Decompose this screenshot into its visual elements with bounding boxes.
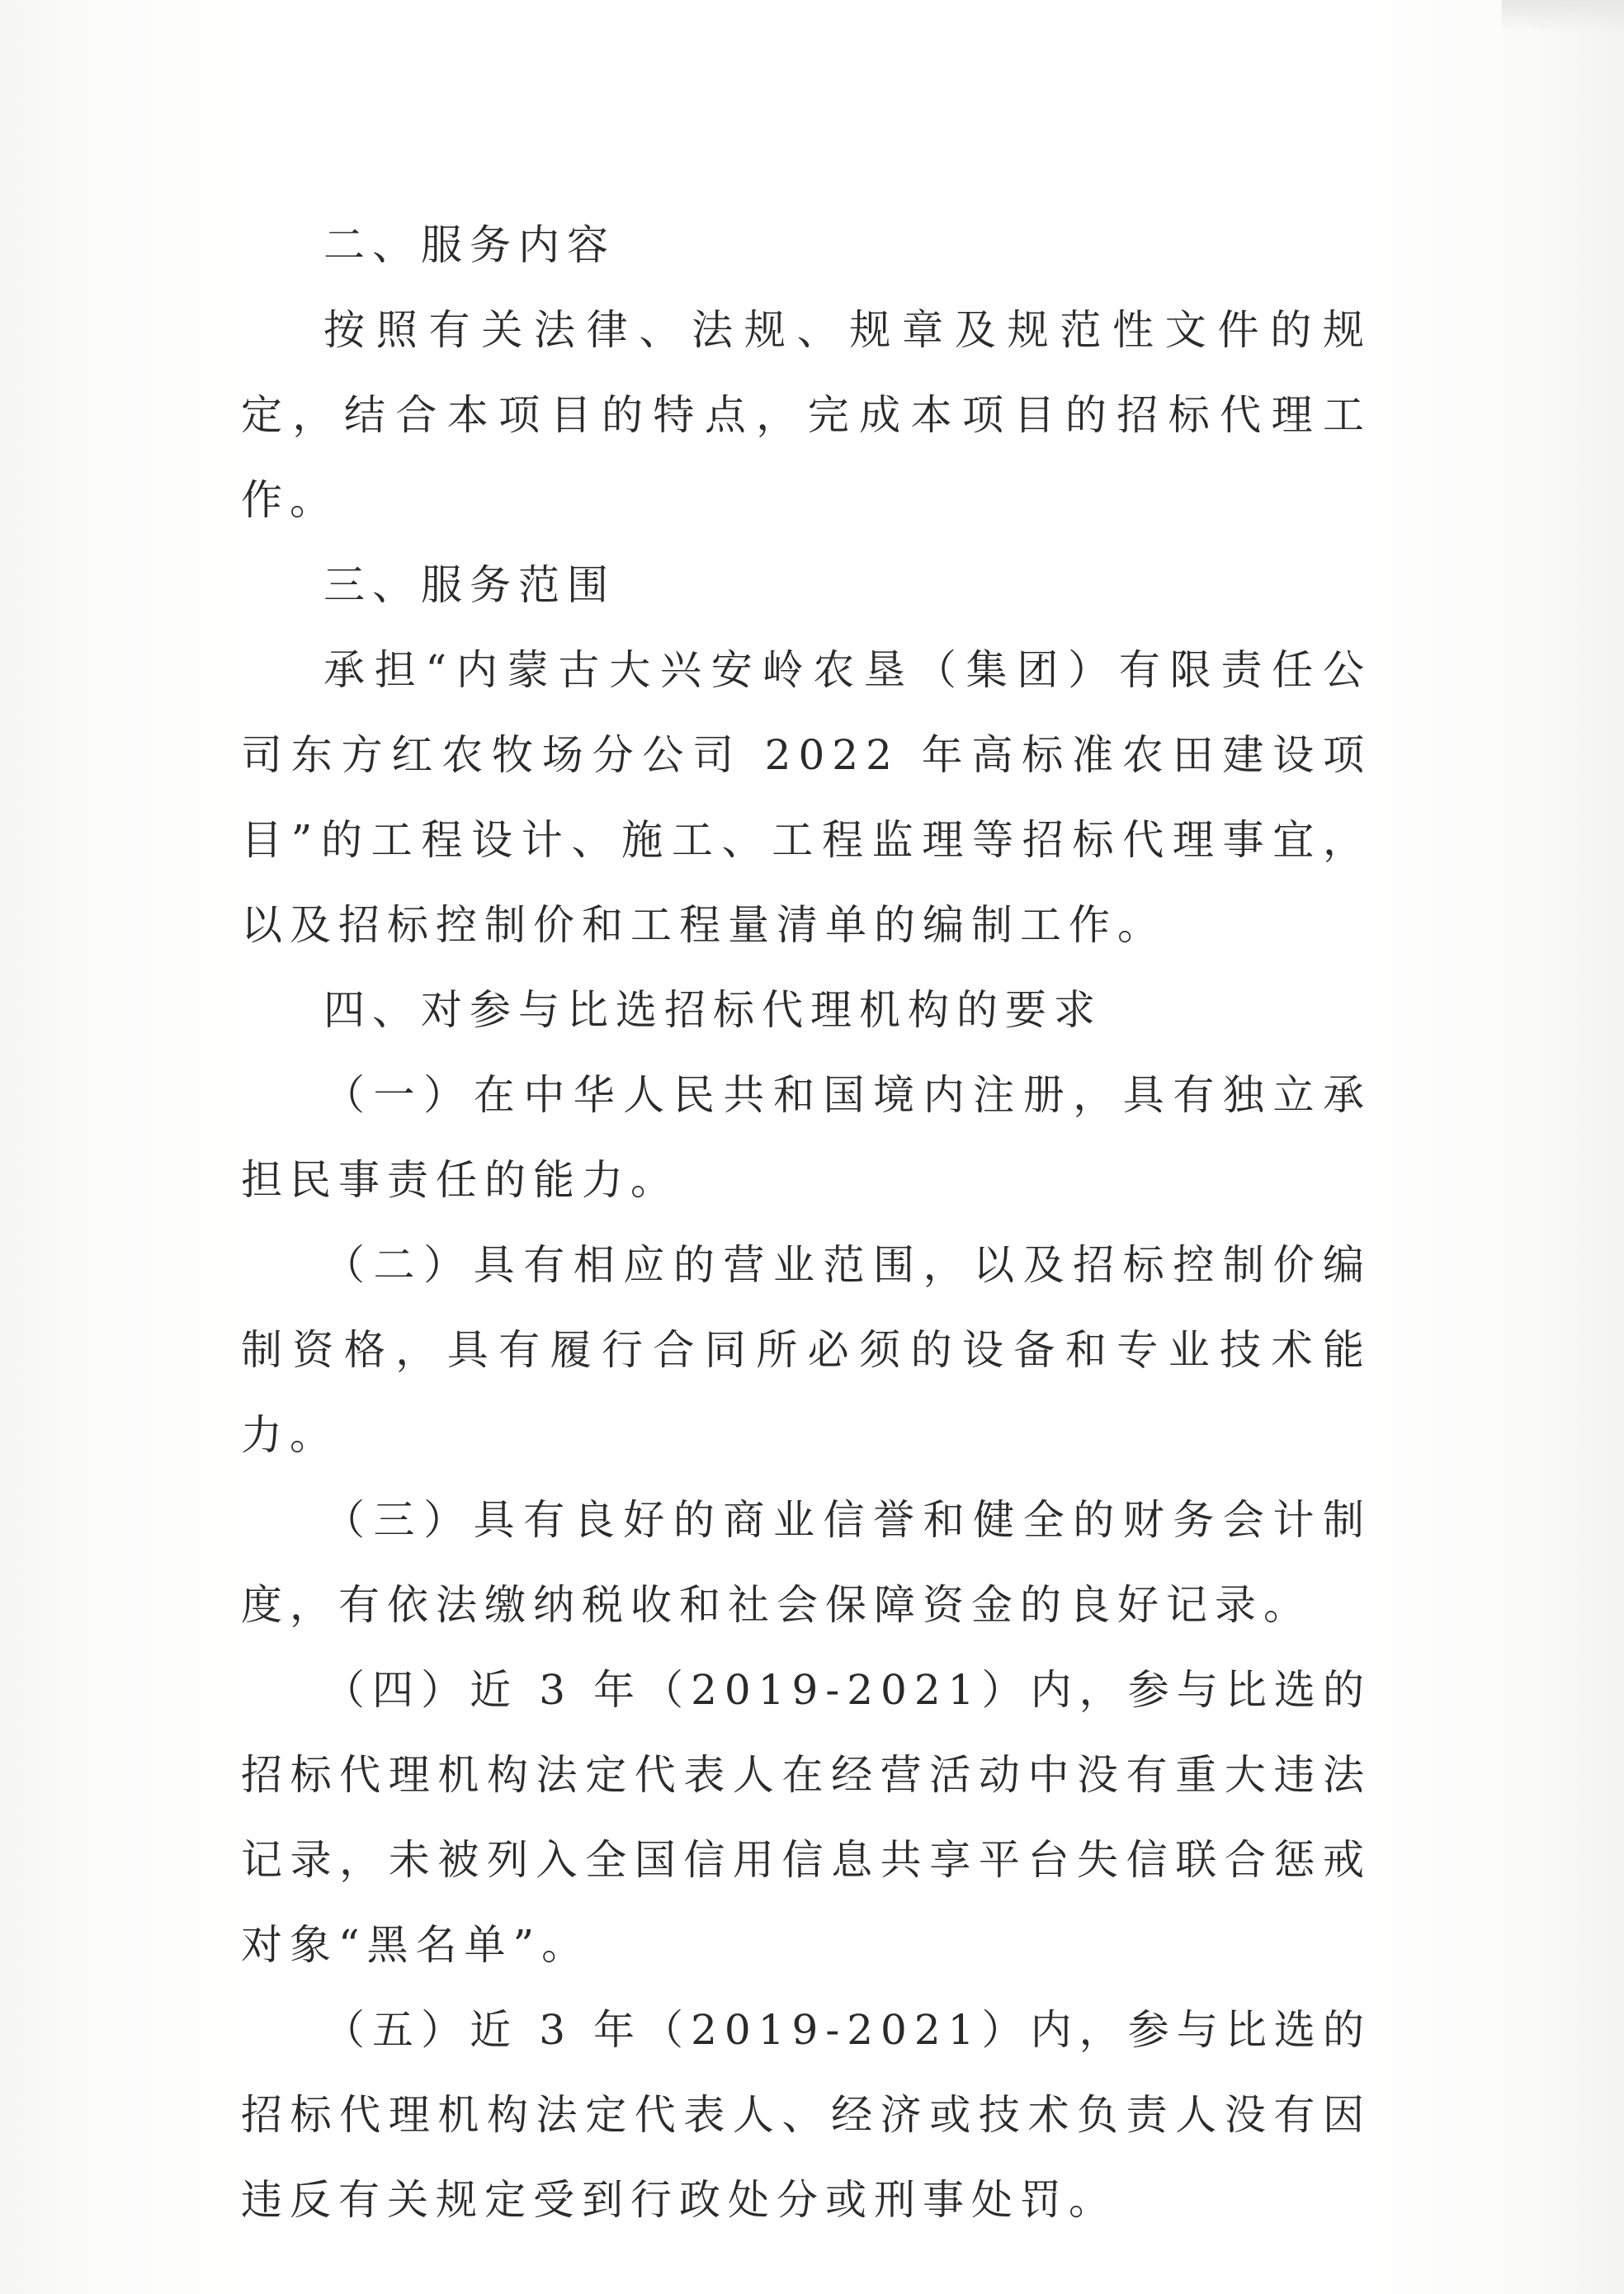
- paragraph-service-content: 按照有关法律、法规、规章及规范性文件的规定，结合本项目的特点，完成本项目的招标代理工作。: [241, 306, 1371, 524]
- requirement-item-4: （四）近 3 年（2019-2021）内，参与比选的招标代理机构法定代表人在经营活动中没有重大违法记录，未被列入全国信用信息共享平台失信联合惩戒对象“黑名单”。: [241, 1666, 1371, 1969]
- requirement-item-3: （三）具有良好的商业信誉和健全的财务会计制度，有依法缴纳税收和社会保障资金的良好记录。: [241, 1496, 1371, 1629]
- paragraph-service-scope: 承担“内蒙古大兴安岭农垦（集团）有限责任公司东方红农牧场分公司 2022 年高标准农田建设项目”的工程设计、施工、工程监理等招标代理事宜，以及招标控制价和工程量清单的编制工作。: [241, 646, 1371, 949]
- section-heading-service-content: 二、服务内容: [323, 221, 616, 269]
- requirement-item-2: （二）具有相应的营业范围，以及招标控制价编制资格，具有履行合同所必须的设备和专业技术能力。: [241, 1241, 1371, 1459]
- scan-shadow: [1502, 0, 1624, 33]
- section-heading-service-scope: 三、服务范围: [323, 561, 616, 609]
- requirement-item-5: （五）近 3 年（2019-2021）内，参与比选的招标代理机构法定代表人、经济或技术负责人没有因违反有关规定受到行政处分或刑事处罚。: [241, 2006, 1371, 2224]
- requirement-item-1: （一）在中华人民共和国境内注册，具有独立承担民事责任的能力。: [241, 1071, 1371, 1204]
- document-body: [241, 203, 1371, 2243]
- section-heading-agency-requirements: 四、对参与比选招标代理机构的要求: [323, 986, 1102, 1034]
